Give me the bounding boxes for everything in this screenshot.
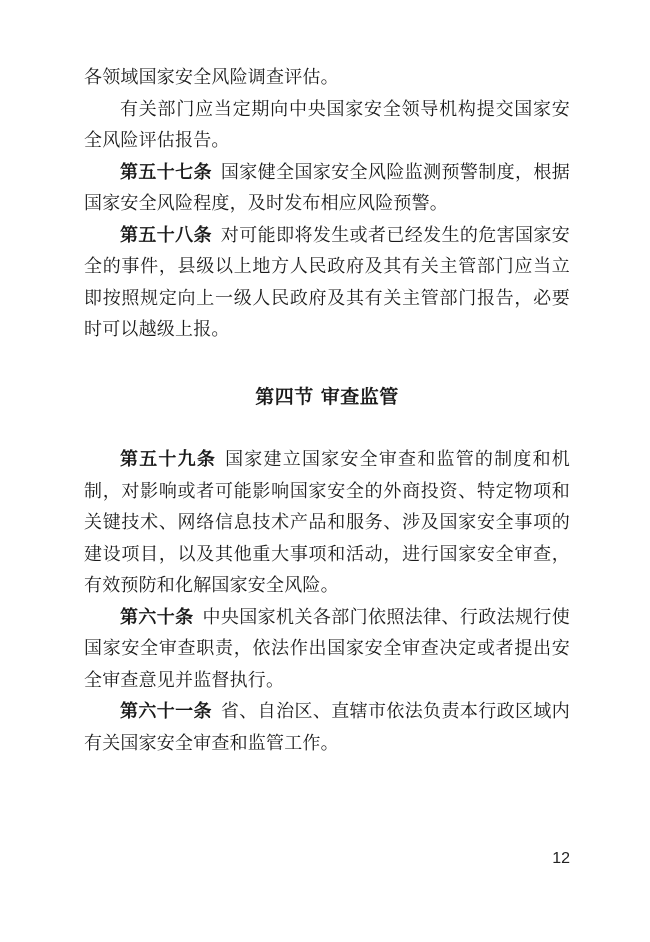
- article-number: 第五十七条: [120, 161, 212, 183]
- article-59: [84, 444, 570, 602]
- paragraph-continuation: [84, 62, 570, 94]
- text-block-upper: [84, 62, 570, 346]
- page-number: 12: [552, 850, 570, 867]
- article-text: 中央国家机关各部门依照法律、行政法规行使国家安全审查职责，依法作出国家安全审查决定或者提出安全审查意见并监督执行。: [84, 606, 570, 691]
- article-58: [84, 220, 570, 346]
- article-number: 第五十九条: [120, 449, 217, 470]
- article-60: [84, 602, 570, 697]
- article-57: [84, 157, 570, 220]
- article-text: 对可能即将发生或者已经发生的危害国家安全的事件，县级以上地方人民政府及其有关主管部门应当立即按照规定向上一级人民政府及其有关主管部门报告，必要时可以越级上报。: [84, 224, 570, 340]
- paragraph-text: 有关部门应当定期向中央国家安全领导机构提交国家安全风险评估报告。: [84, 98, 570, 151]
- section-heading: 第四节 审查监管: [255, 386, 399, 408]
- article-number: 第五十八条: [120, 224, 212, 246]
- article-61: [84, 696, 570, 759]
- article-text: 国家建立国家安全审查和监管的制度和机制，对影响或者可能影响国家安全的外商投资、特定物项和关键技术、网络信息技术产品和服务、涉及国家安全事项的建设项目，以及其他重大事项和活动，进行国家安全审查，有效预防和化解国家安全风险。: [84, 449, 570, 596]
- paragraph-text: 各领域国家安全风险调查评估。: [84, 67, 339, 88]
- article-number: 第六十条: [120, 606, 194, 628]
- article-text: 国家健全国家安全风险监测预警制度，根据国家安全风险程度，及时发布相应风险预警。: [84, 161, 570, 214]
- article-number: 第六十一条: [120, 701, 212, 722]
- paragraph: [84, 94, 570, 157]
- article-text: 省、自治区、直辖市依法负责本行政区域内有关国家安全审查和监管工作。: [84, 701, 570, 754]
- text-block-lower: [84, 444, 570, 759]
